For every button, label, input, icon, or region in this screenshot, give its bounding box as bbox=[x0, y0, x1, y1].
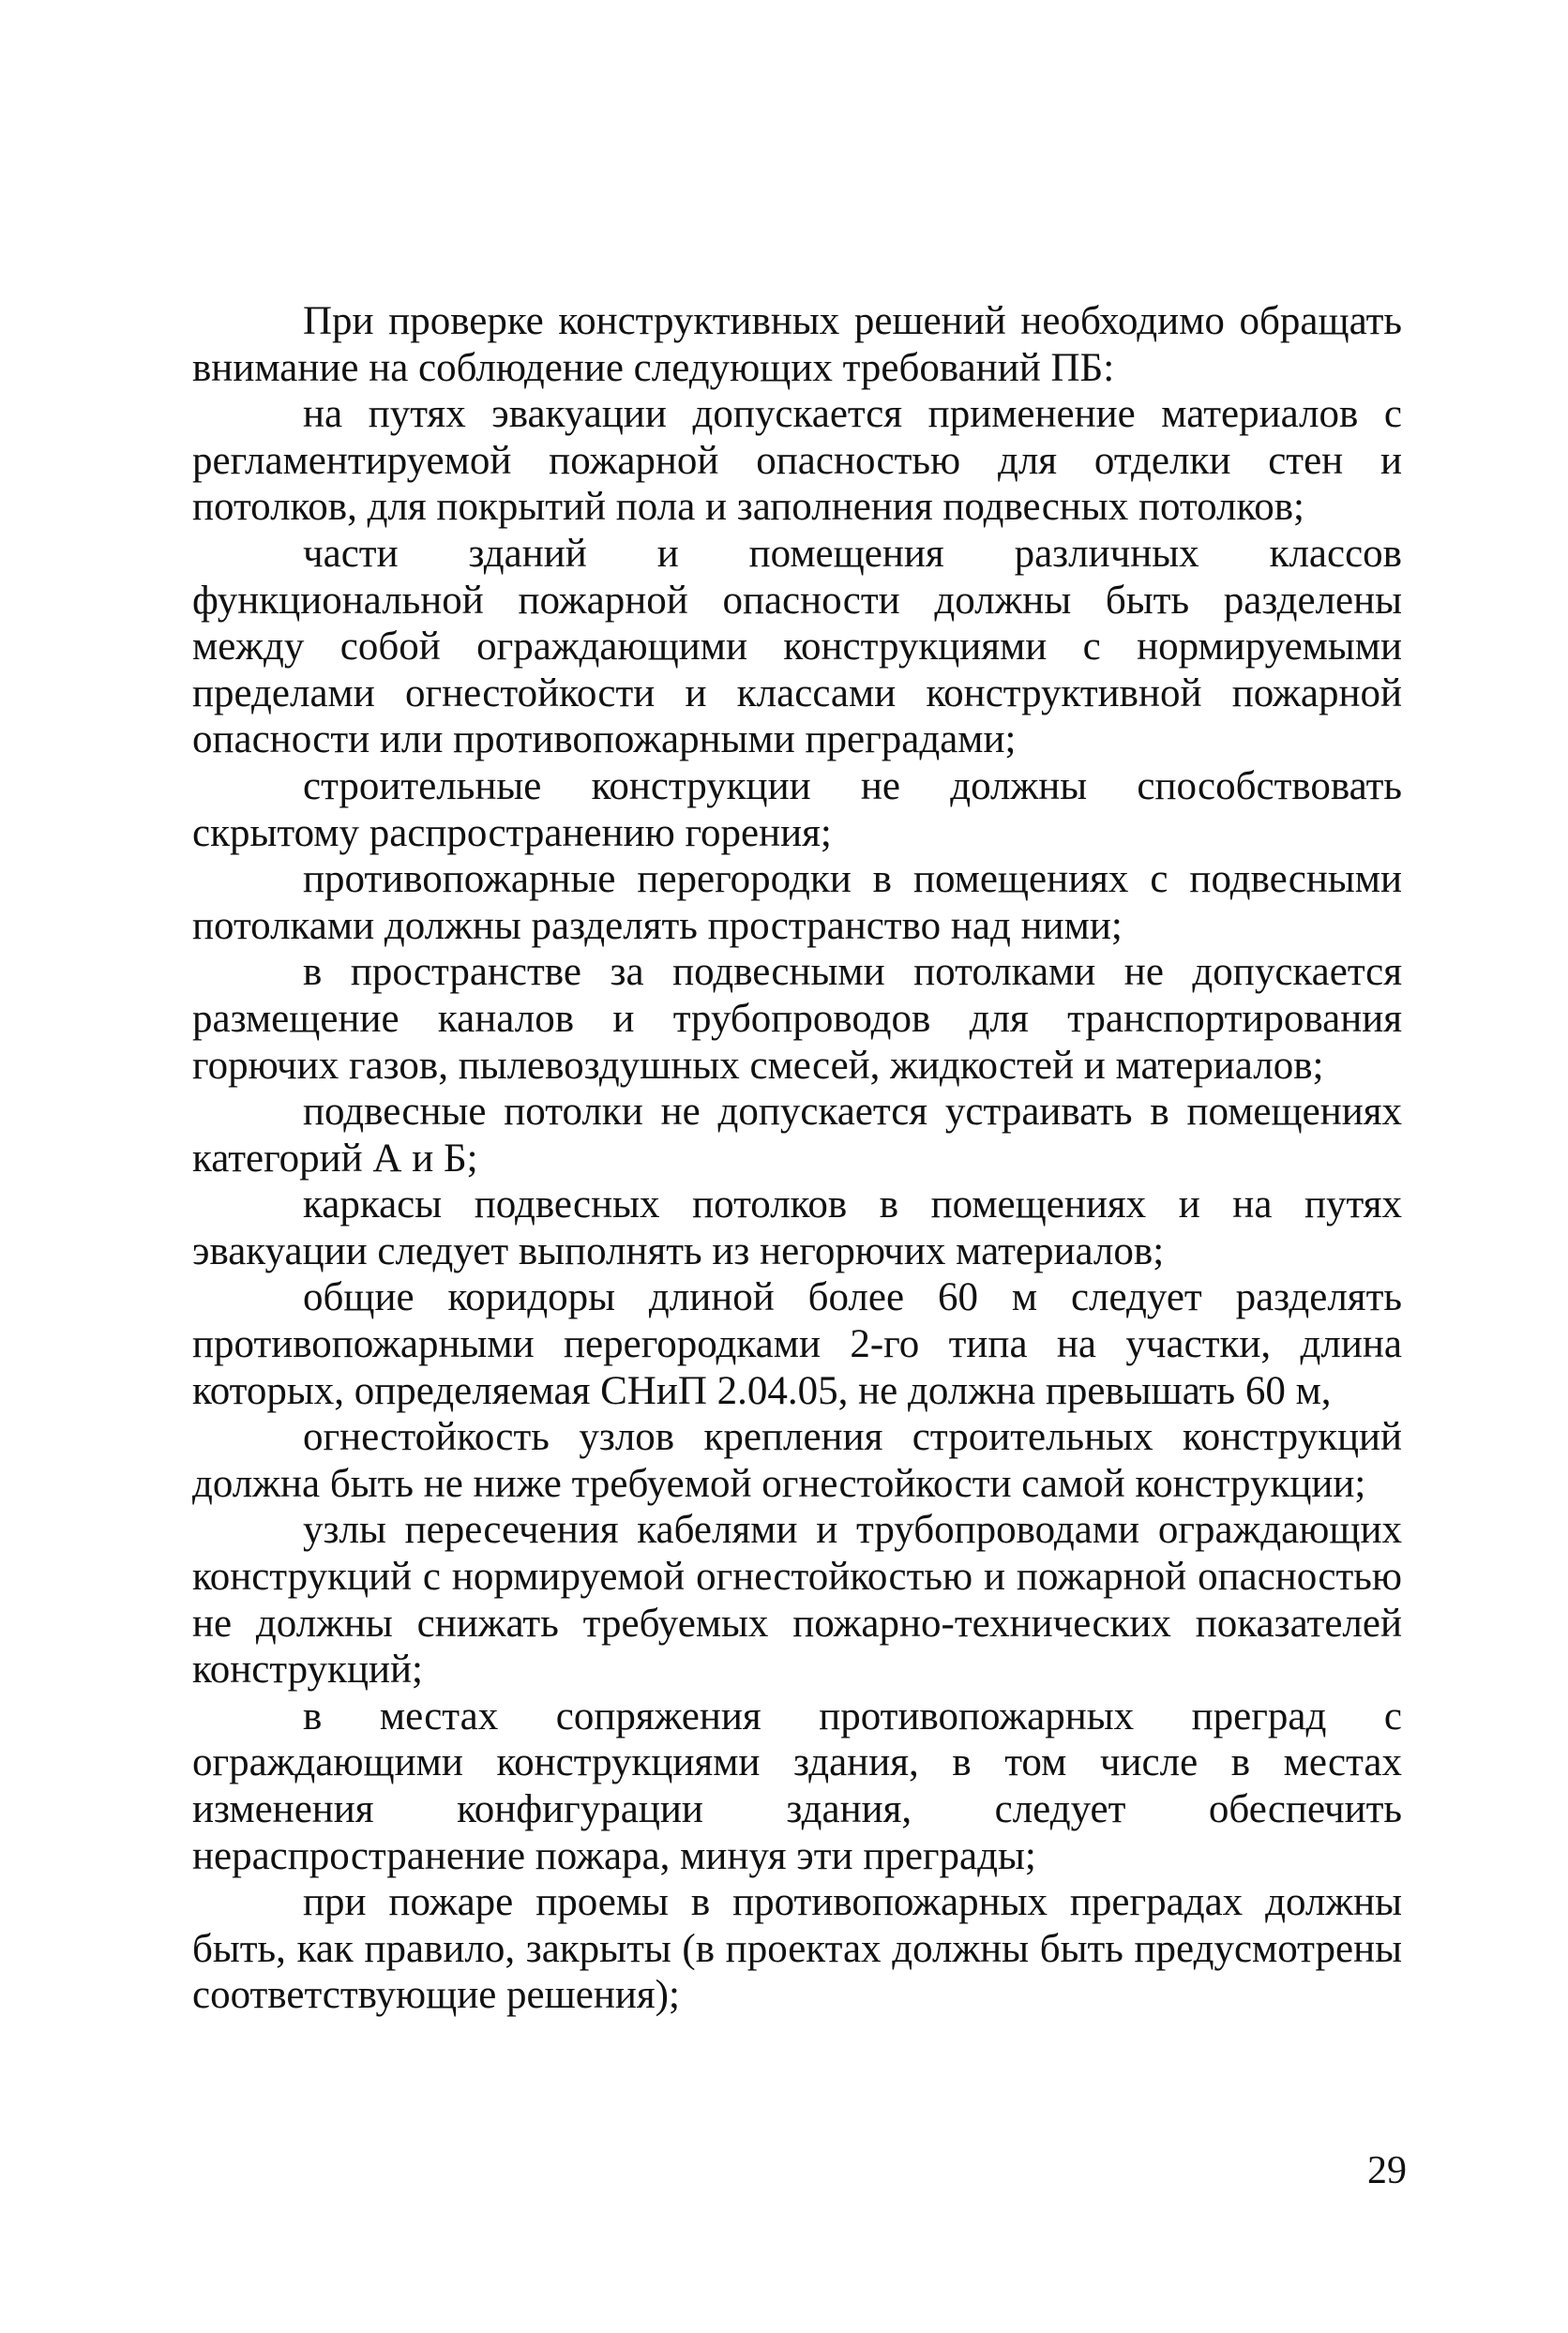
paragraph: общие коридоры длиной более 60 м следует разделять противопожарными перегородками 2-го типа на участки, длина которых, определяемая СНиП 2.04.05, не должна превышать 60 м, bbox=[192, 1275, 1402, 1413]
paragraph: в пространстве за подвесными потолками не допускается размещение каналов и трубопроводов для транспортирования горючих газов, пылевоздушных смесей, жидкостей и материалов; bbox=[192, 950, 1402, 1088]
paragraph: при пожаре проемы в противопожарных преградах должны быть, как правило, закрыты (в проектах должны быть предусмотрены соответствующие решения); bbox=[192, 1880, 1402, 2018]
page-number: 29 bbox=[1367, 2149, 1407, 2192]
paragraph: При проверке конструктивных решений необходимо обращать внимание на соблюдение следующих требований ПБ: bbox=[192, 299, 1402, 390]
paragraph: строительные конструкции не должны способствовать скрытому распространению горения; bbox=[192, 763, 1402, 855]
paragraph: подвесные потолки не допускается устраивать в помещениях категорий А и Б; bbox=[192, 1090, 1402, 1181]
paragraph: узлы пересечения кабелями и трубопроводами ограждающих конструкций с нормируемой огнестойкостью и пожарной опасностью не должны снижать требуемых пожарно-технических показателей конструкций; bbox=[192, 1508, 1402, 1693]
paragraph: противопожарные перегородки в помещениях с подвесными потолками должны разделять пространство над ними; bbox=[192, 857, 1402, 948]
paragraph: огнестойкость узлов крепления строительных конструкций должна быть не ниже требуемой огнестойкости самой конструкции; bbox=[192, 1415, 1402, 1506]
body-text bbox=[192, 298, 1402, 2019]
paragraph: на путях эвакуации допускается применение материалов с регламентируемой пожарной опасностью для отделки стен и потолков, для покрытий пола и заполнения подвесных потолков; bbox=[192, 392, 1402, 530]
paragraph: части зданий и помещения различных классов функциональной пожарной опасности должны быть разделены между собой ограждающими конструкциями с нормируемыми пределами огнестойкости и классами конструктивной пожарной опасности или противопожарными преградами; bbox=[192, 531, 1402, 762]
paragraph: каркасы подвесных потолков в помещениях и на путях эвакуации следует выполнять из негорючих материалов; bbox=[192, 1182, 1402, 1273]
paragraph: в местах сопряжения противопожарных преград с ограждающими конструкциями здания, в том числе в местах изменения конфигурации здания, следует обеспечить нераспространение пожара, минуя эти преграды; bbox=[192, 1693, 1402, 1878]
